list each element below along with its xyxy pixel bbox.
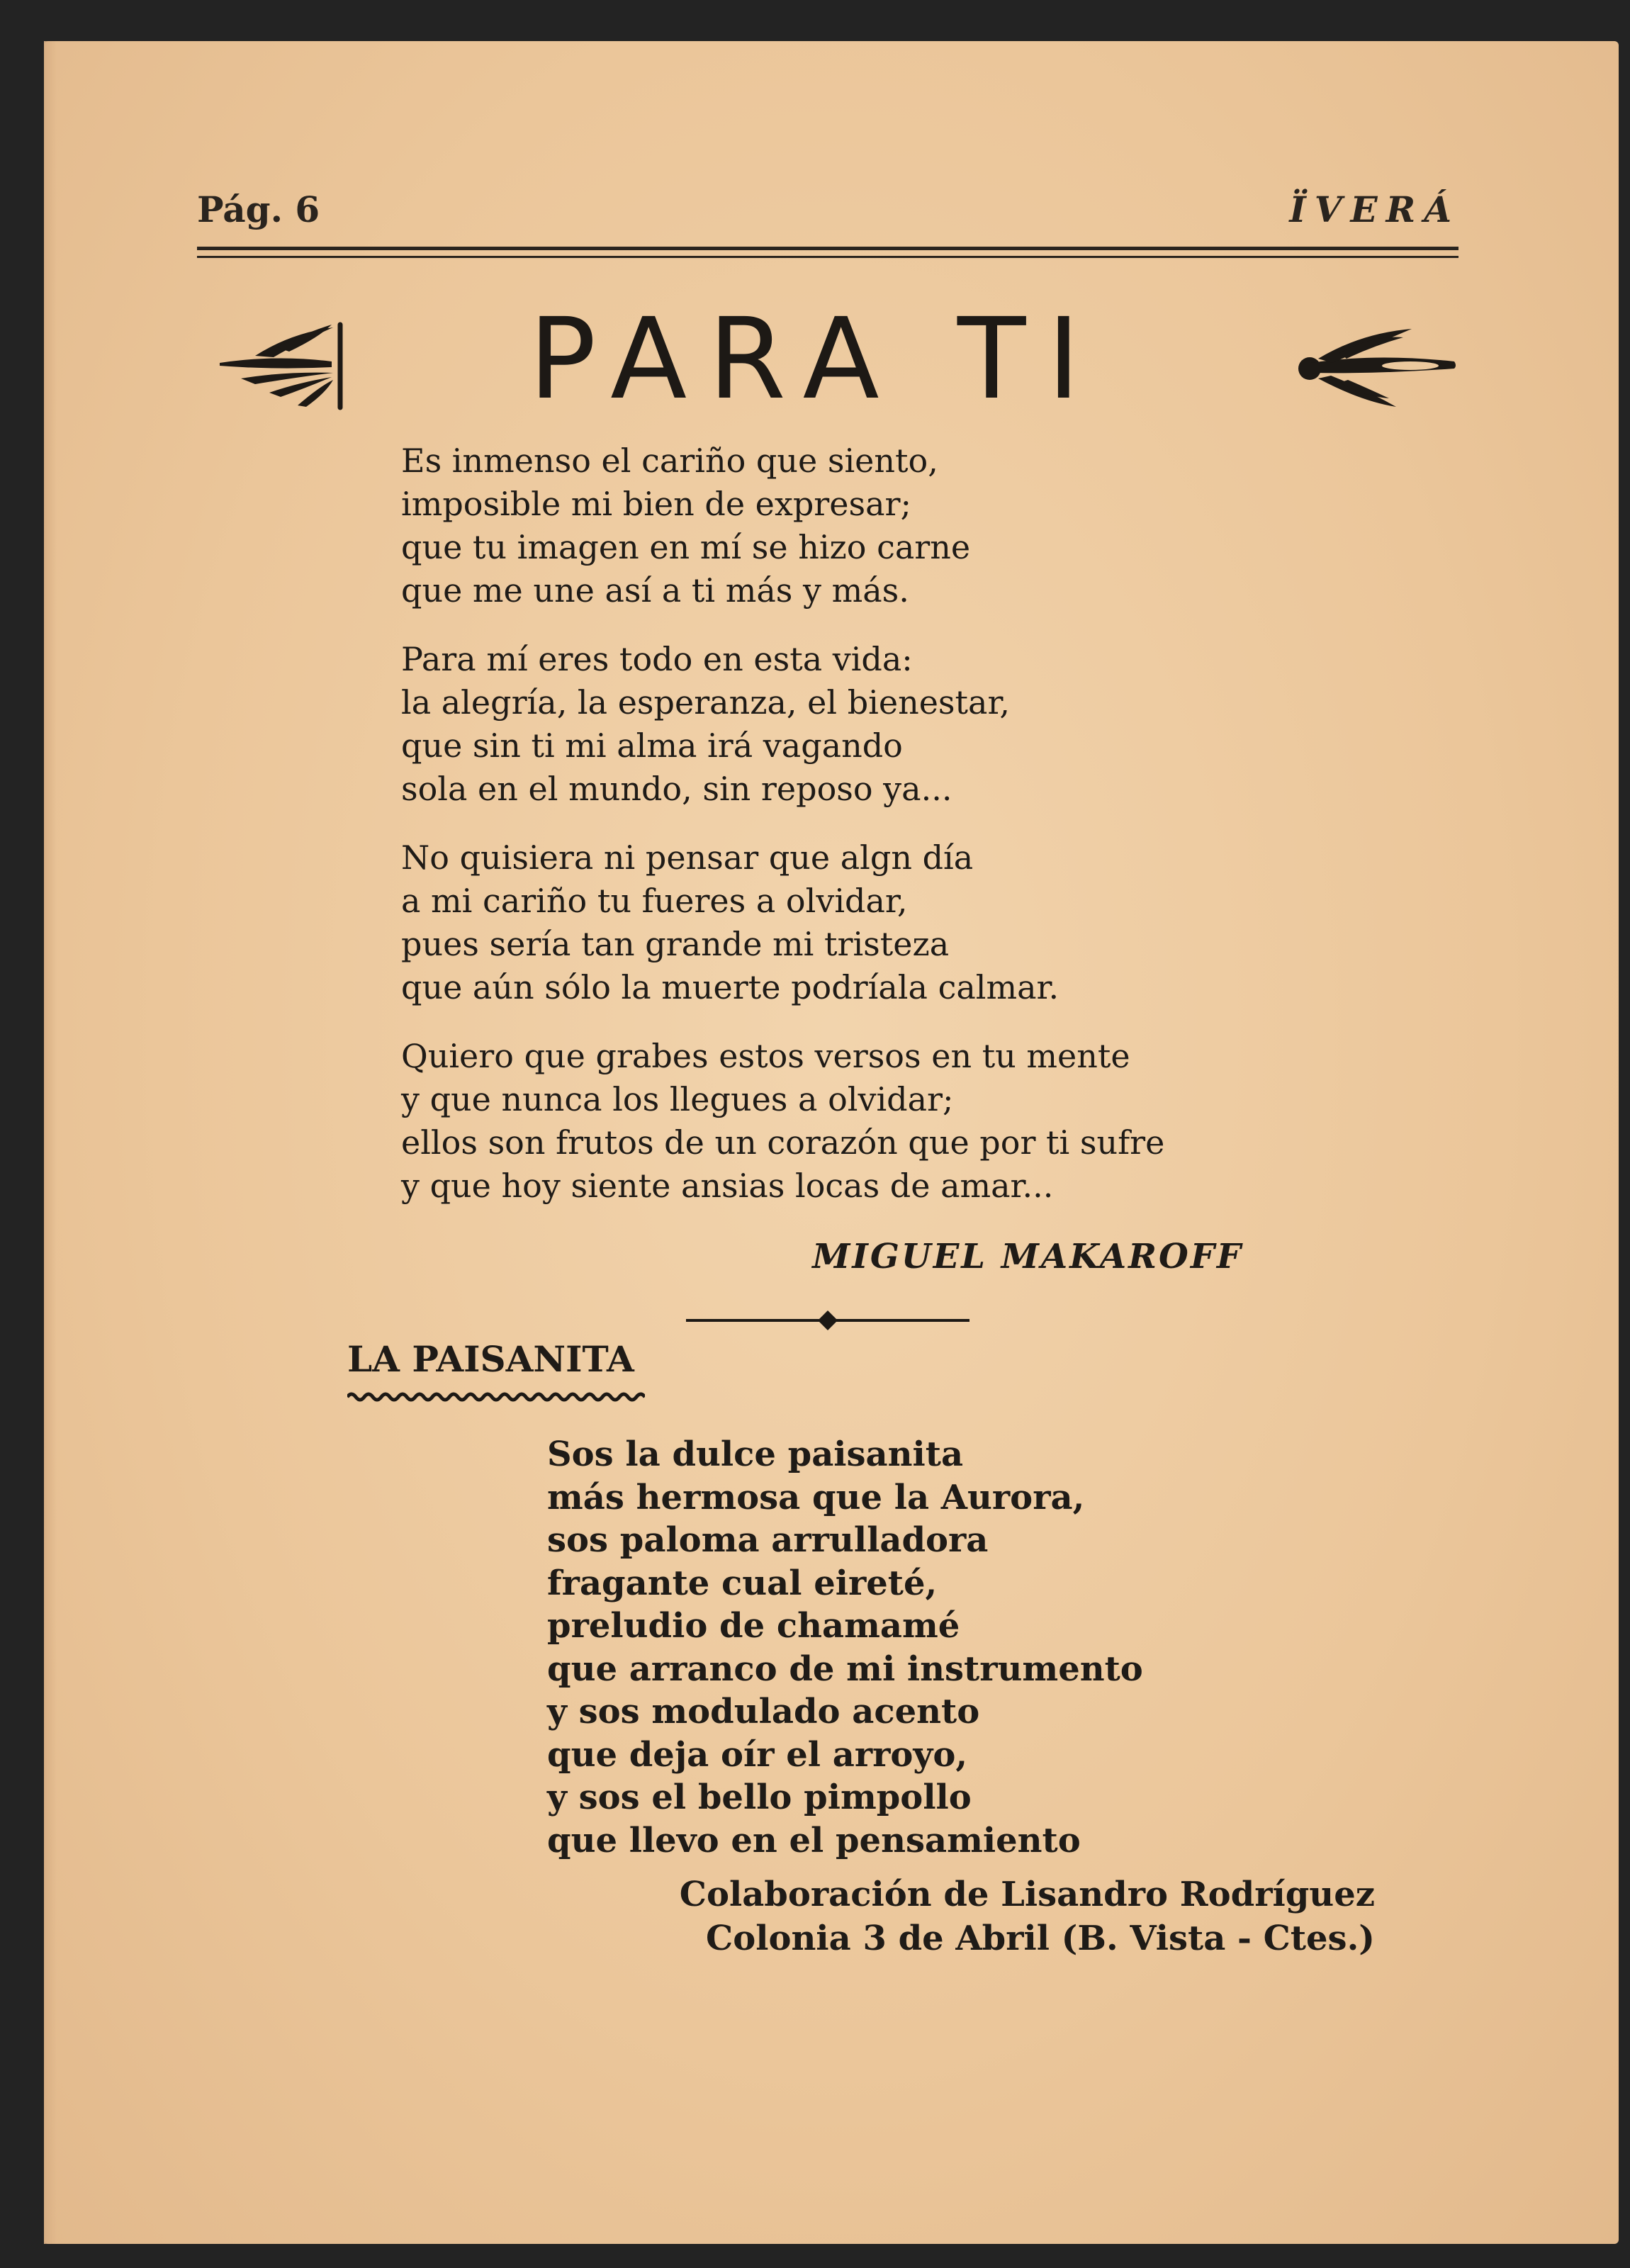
verse-line: que deja oír el arroyo, — [547, 1734, 968, 1775]
verse-line: ellos son frutos de un corazón que por ti sufre — [401, 1123, 1165, 1162]
verse-line: fragante cual eireté, — [547, 1563, 938, 1603]
poem-la-paisanita — [547, 1433, 1468, 1862]
verse-line: sola en el mundo, sin reposo ya... — [401, 770, 952, 808]
poem-title-la-paisanita: LA PAISANITA — [347, 1338, 634, 1380]
page-number: Pág. 6 — [197, 189, 320, 230]
poem-title-para-ti: PARA TI — [528, 294, 1102, 425]
wavy-underline-icon — [347, 1391, 645, 1406]
diamond-rule-icon — [686, 1308, 969, 1335]
verse-line: Sos la dulce paisanita — [547, 1435, 964, 1474]
verse-line: No quisiera ni pensar que algn día — [401, 838, 974, 877]
verse-line: que tu imagen en mí se hizo carne — [401, 528, 971, 566]
verse-line: que aún sólo la muerte podríala calmar. — [401, 968, 1060, 1006]
verse-line: que me une así a ti más y más. — [401, 571, 909, 610]
verse-line: imposible mi bien de expresar; — [401, 485, 912, 523]
stanza — [401, 439, 1322, 612]
verse-line: que sin ti mi alma irá vagando — [401, 726, 903, 765]
verse-line: y sos modulado acento — [547, 1692, 980, 1731]
verse-line: y que hoy siente ansias locas de amar... — [401, 1167, 1054, 1205]
right-ornament-icon — [1290, 319, 1460, 414]
credit-line: Colaboración de Lisandro Rodríguez — [679, 1875, 1375, 1914]
credit-line: Colonia 3 de Abril (B. Vista - Ctes.) — [706, 1919, 1375, 1958]
verse-line: Quiero que grabes estos versos en tu mente — [401, 1037, 1130, 1075]
verse-line: sos paloma arrulladora — [547, 1520, 989, 1560]
verse-line: que arranco de mi instrumento — [547, 1649, 1143, 1689]
header-rule-thick — [197, 247, 1458, 250]
verse-line: y sos el bello pimpollo — [547, 1778, 972, 1817]
stanza — [401, 1035, 1322, 1208]
poem-para-ti — [401, 439, 1322, 1233]
verse-line: y que nunca los llegues a olvidar; — [401, 1080, 954, 1118]
verse-line: más hermosa que la Aurora, — [547, 1477, 1085, 1517]
stanza — [401, 836, 1322, 1009]
verse-line: a mi cariño tu fueres a olvidar, — [401, 882, 908, 920]
verse-line: Es inmenso el cariño que siento, — [401, 442, 938, 480]
verse-line: Para mí eres todo en esta vida: — [401, 640, 913, 678]
poem-author: MIGUEL MAKAROFF — [812, 1237, 1243, 1276]
verse-line: que llevo en el pensamiento — [547, 1820, 1081, 1860]
verse-line: preludio de chamamé — [547, 1606, 960, 1646]
verse-line: pues sería tan grande mi tristeza — [401, 925, 950, 963]
collaboration-credit — [680, 1873, 1375, 1960]
magazine-name: ÏVERÁ — [1289, 189, 1460, 230]
verse-line: la alegría, la esperanza, el bienestar, — [401, 683, 1010, 722]
stanza — [401, 638, 1322, 811]
header-rule-thin — [197, 256, 1458, 258]
